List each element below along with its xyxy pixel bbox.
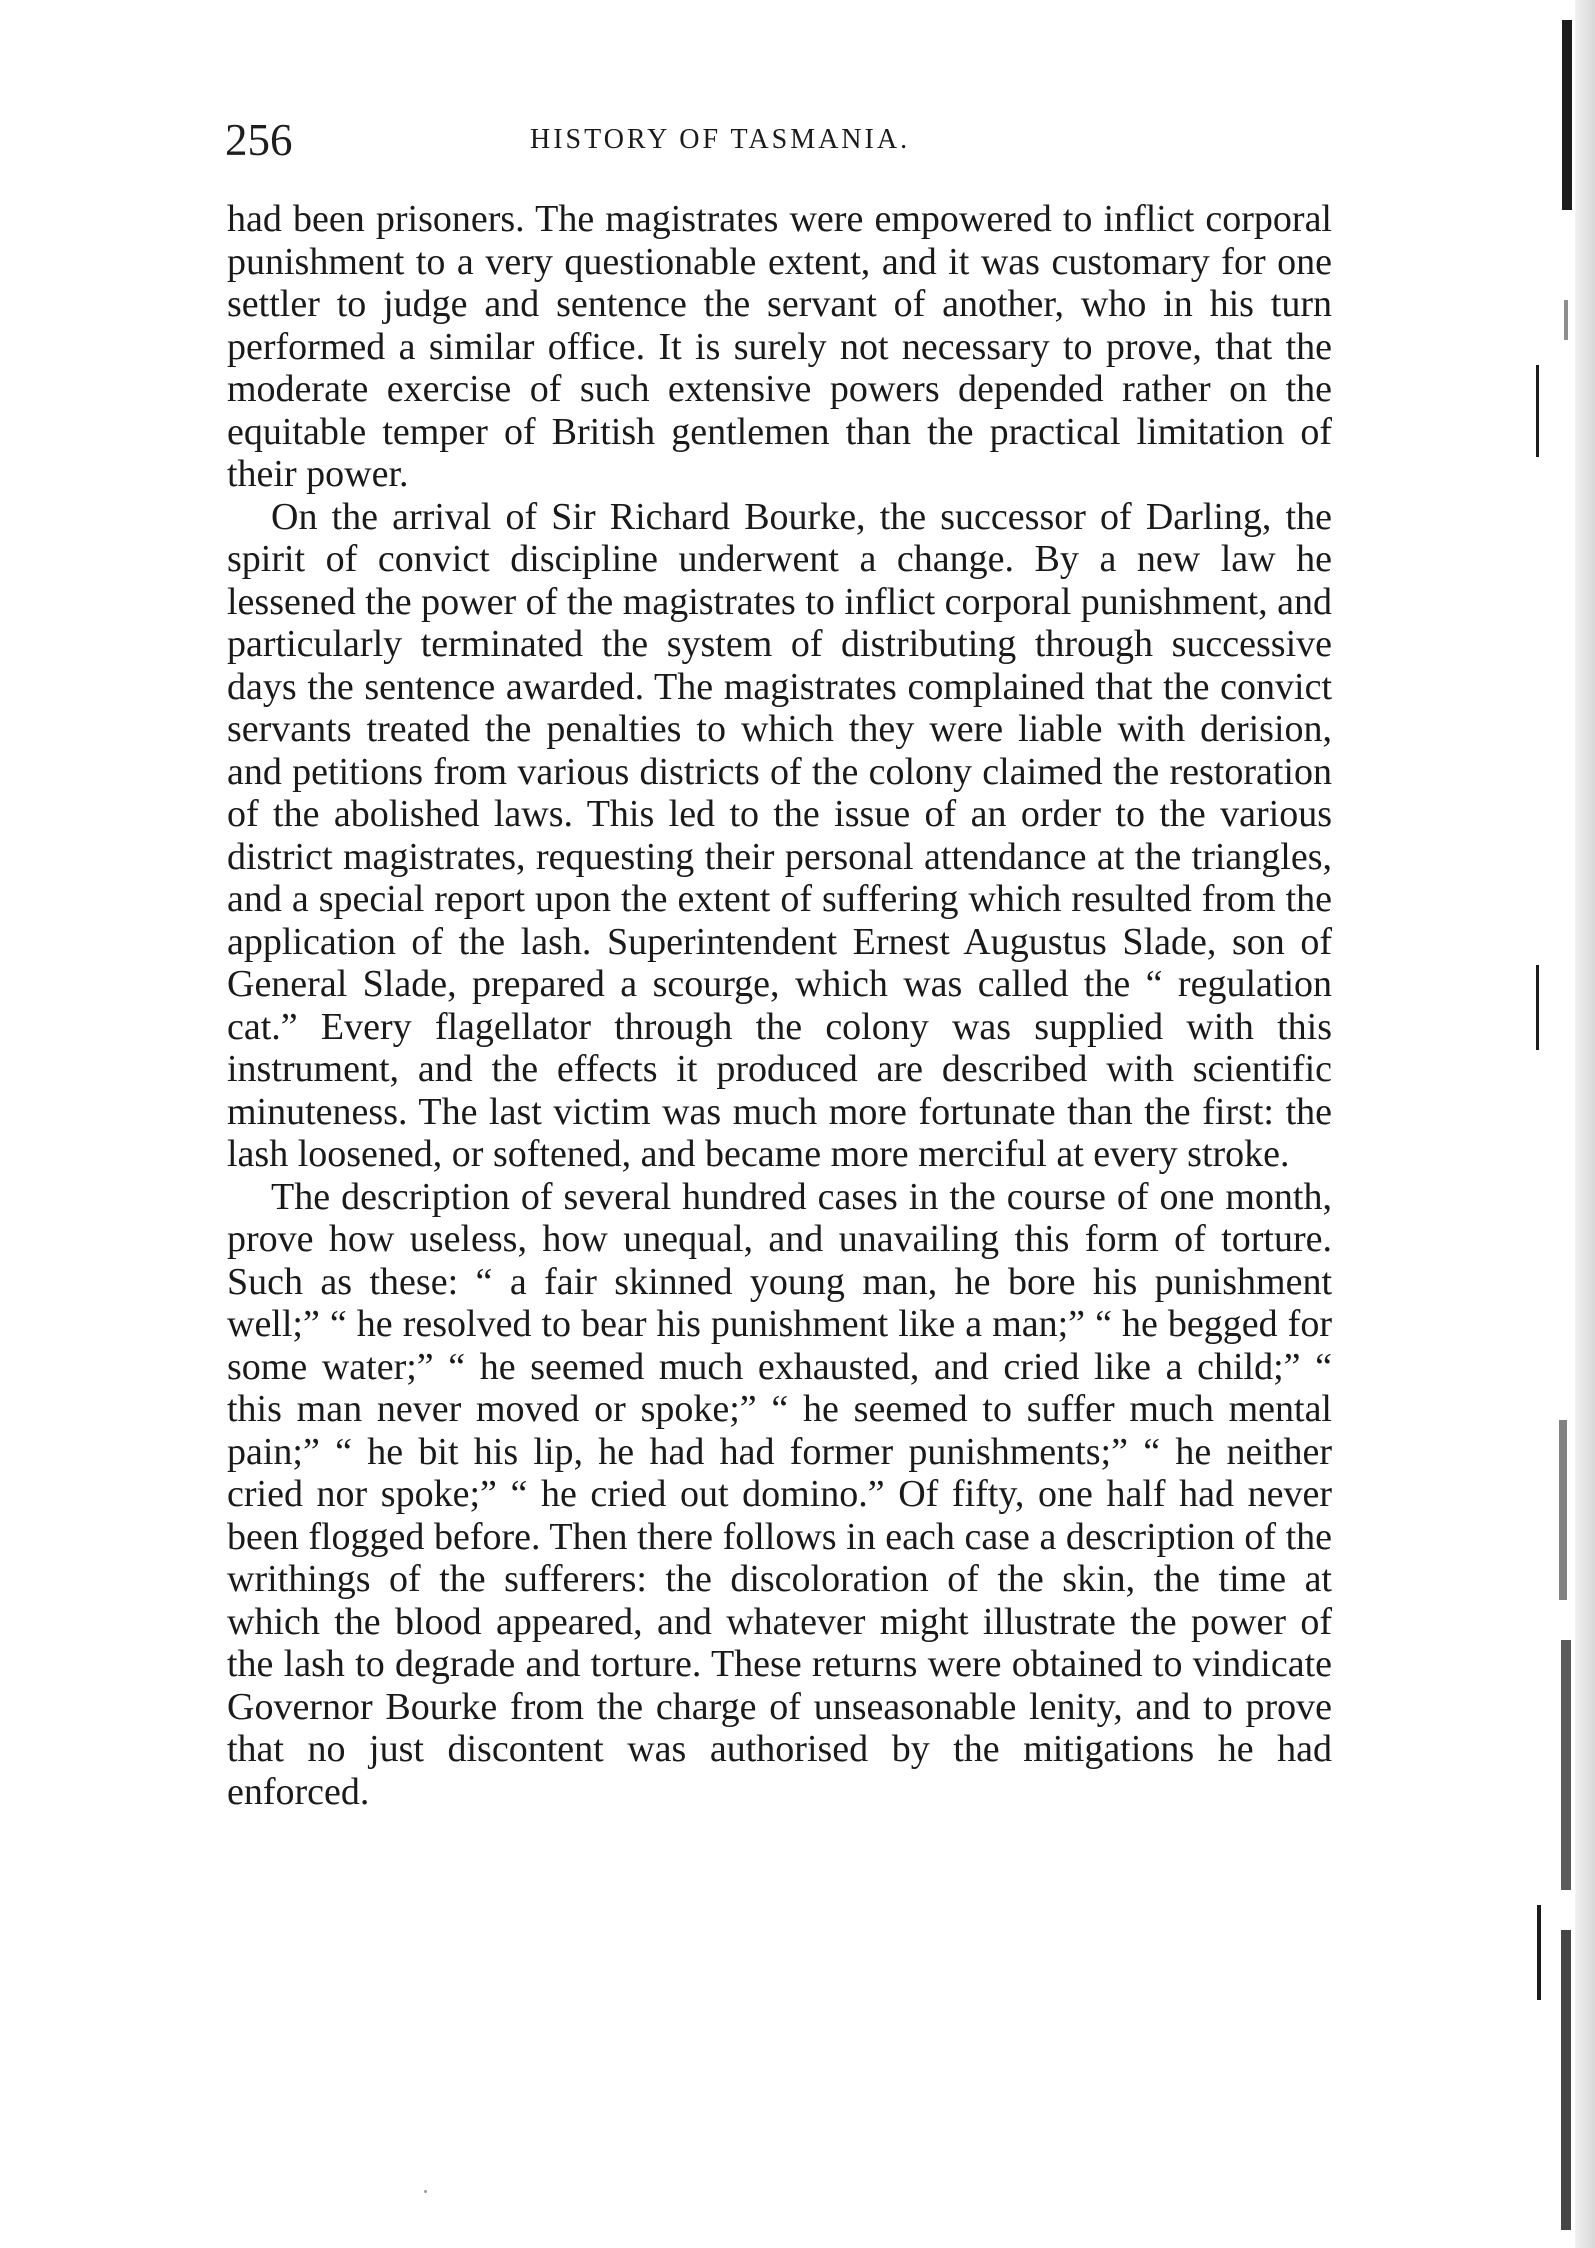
edge-mark <box>1561 1930 1571 2230</box>
edge-mark <box>1561 1640 1571 1890</box>
edge-mark <box>1562 20 1572 210</box>
running-title: HISTORY OF TASMANIA. <box>530 124 911 155</box>
paragraph-continuation: had been prisoners. The magistrates were empowered to inflict corporal punishment to a very questionable extent, and it was customary for one settler to judge and sentence the servant of another, who in his turn performed a similar office. It is surely not necessary to prove, that the moderate exercise of such extensive powers depended rather on the equitable temper of British gentlemen than the practical limitation of their power. <box>227 198 1332 495</box>
paragraph-cases-description: The description of several hundred cases in the course of one month, prove how useless, how unequal, and unavailing this form of torture. Such as these: “ a fair skinned young man, he bore his punishment well;” “ he resolved to bear his punishment like a man;” “ he begged for some water;” “ he seemed much exhausted, and cried like a child;” “ this man never moved or spoke;” “ he seemed to suffer much mental pain;” “ he bit his lip, he had had former punishments;” “ he neither cried nor spoke;” “ he cried out domino.” Of fifty, one half had never been flogged before. Then there follows in each case a description of the writhings of the sufferers: the discoloration of the skin, the time at which the blood appeared, and whatever might illustrate the power of the lash to degrade and torture. These returns were obtained to vindicate Governor Bourke from the charge of unseasonable lenity, and to prove that no just discontent was authorised by the mitigations he had enforced. <box>227 1175 1332 1813</box>
edge-mark <box>1536 365 1539 457</box>
edge-mark <box>1559 1420 1567 1600</box>
page-number: 256 <box>225 115 293 165</box>
scan-edge-shadow <box>1575 0 1595 2248</box>
edge-mark <box>1536 965 1539 1050</box>
paper-speck <box>424 2190 427 2193</box>
edge-mark <box>1564 300 1568 340</box>
paragraph-bourke-discipline: On the arrival of Sir Richard Bourke, the successor of Darling, the spirit of convict discipline underwent a change. By a new law he lessened the power of the magistrates to inflict corporal punishment, and particularly terminated the system of distributing through successive days the sentence awarded. The magistrates complained that the convict servants treated the penalties to which they were liable with derision, and petitions from various districts of the colony claimed the restoration of the abolished laws. This led to the issue of an order to the various district magistrates, requesting their personal attendance at the triangles, and a special report upon the extent of suffering which resulted from the application of the lash. Superintendent Ernest Augustus Slade, son of General Slade, prepared a scourge, which was called the “ regulation cat.” Every flagellator through the colony was supplied with this instrument, and the effects it produced are described with scientific minuteness. The last victim was much more fortunate than the first: the lash loosened, or softened, and became more merciful at every stroke. <box>227 495 1332 1175</box>
edge-mark <box>1537 1905 1541 2000</box>
body-text <box>227 198 1332 1813</box>
page-header <box>225 112 1355 168</box>
